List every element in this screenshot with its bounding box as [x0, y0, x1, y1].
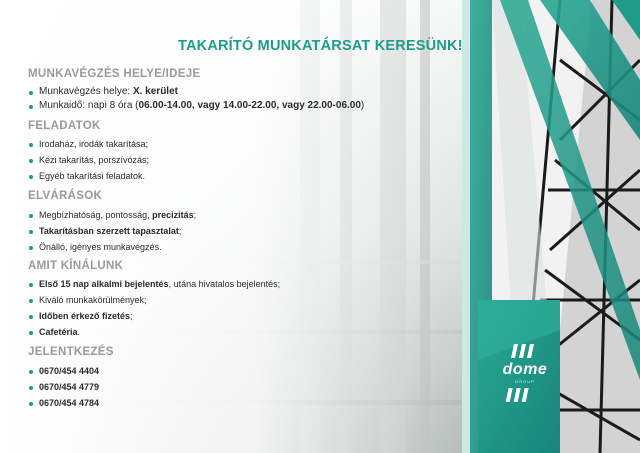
dome-group-logo [497, 344, 553, 404]
logo-subtitle: GROUP [515, 379, 535, 384]
list-item: Cafetéria. [28, 327, 80, 337]
section-heading-requirements: ELVÁRÁSOK [28, 190, 103, 202]
list-item: Első 15 nap alkalmi bejelentés, utána hivatalos bejelentés; [28, 279, 280, 289]
list-item: Takarításban szerzett tapasztalat; [28, 226, 181, 236]
section-heading-location: MUNKAVÉGZÉS HELYE/IDEJE [28, 68, 201, 80]
phone-number: 0670/454 4784 [28, 398, 99, 408]
stripe [462, 0, 470, 453]
list-item: Munkaidő: napi 8 óra (06.00-14.00, vagy 14.00-22.00, vagy 22.00-06.00) [28, 100, 364, 111]
list-item: Megbízhatóság, pontosság, precizitás; [28, 210, 196, 220]
page-title: TAKARÍTÓ MUNKATÁRSAT KERESÜNK! [178, 38, 463, 54]
list-item: Munkavégzés helye: X. kerület [28, 86, 178, 97]
phone-number: 0670/454 4779 [28, 382, 99, 392]
section-heading-tasks: FELADATOK [28, 120, 101, 132]
list-item: Egyéb takarítási feladatok. [28, 171, 145, 181]
list-item: Kézi takarítás, porszívózás; [28, 155, 149, 165]
phone-number: 0670/454 4404 [28, 366, 99, 376]
list-item: Önálló, igényes munkavégzés. [28, 242, 162, 252]
list-item: Időben érkező fizetés; [28, 311, 133, 321]
section-heading-contact: JELENTKEZÉS [28, 346, 114, 358]
logo-word: dome [502, 361, 548, 378]
list-item: Kiváló munkakörülmények; [28, 295, 147, 305]
section-heading-offer: AMIT KÍNÁLUNK [28, 260, 124, 272]
list-item: Irodaház, irodák takarítása; [28, 139, 148, 149]
